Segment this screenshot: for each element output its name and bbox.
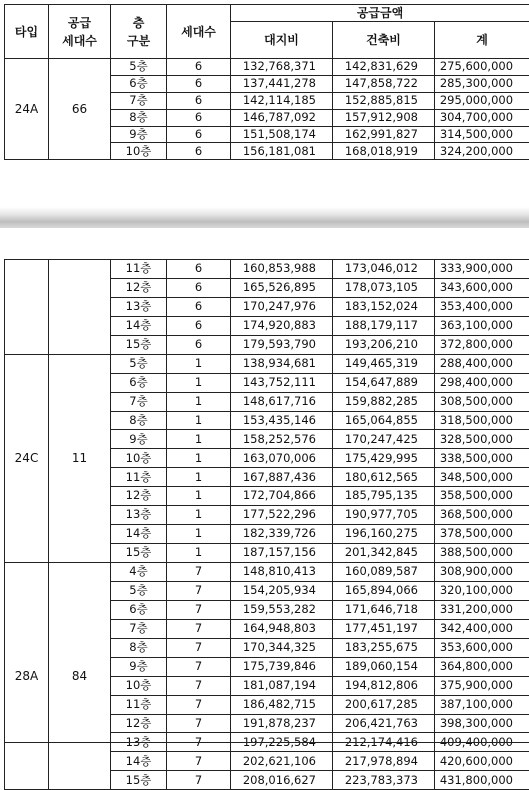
cell-floor: 15층 [111, 771, 167, 790]
cell-total: 348,500,000 [435, 468, 529, 487]
cell-land: 177,522,296 [231, 506, 333, 525]
cell-land: 175,739,846 [231, 657, 333, 676]
cell-building: 183,152,024 [333, 297, 435, 316]
header-type: 타입 [5, 5, 49, 59]
cell-total: 318,500,000 [435, 411, 529, 430]
cell-floor: 7층 [111, 392, 167, 411]
cell-floor: 15층 [111, 544, 167, 563]
cell-total: 388,500,000 [435, 544, 529, 563]
cell-floor: 10층 [111, 449, 167, 468]
cell-land: 153,435,146 [231, 411, 333, 430]
cell-total: 333,900,000 [435, 260, 529, 279]
cell-total: 320,100,000 [435, 581, 529, 600]
cell-total: 314,500,000 [435, 126, 529, 143]
cell-units: 6 [167, 126, 231, 143]
cell-supply-units [49, 260, 111, 355]
cell-units: 6 [167, 278, 231, 297]
cell-land: 179,593,790 [231, 335, 333, 354]
cell-land: 197,225,584 [231, 733, 333, 752]
cell-supply-units: 84 [49, 563, 111, 790]
cell-total: 387,100,000 [435, 695, 529, 714]
cell-land: 154,205,934 [231, 581, 333, 600]
cell-building: 223,783,373 [333, 771, 435, 790]
cell-floor: 10층 [111, 143, 167, 160]
cell-units: 6 [167, 109, 231, 126]
cell-units: 1 [167, 449, 231, 468]
table-row [5, 563, 529, 582]
cell-units: 1 [167, 373, 231, 392]
cell-units: 7 [167, 695, 231, 714]
cell-total: 324,200,000 [435, 143, 529, 160]
cell-units: 1 [167, 411, 231, 430]
cell-building: 180,612,565 [333, 468, 435, 487]
cell-units: 7 [167, 752, 231, 771]
cell-total: 343,600,000 [435, 278, 529, 297]
cell-land: 160,853,988 [231, 260, 333, 279]
cell-total: 431,800,000 [435, 771, 529, 790]
cell-land: 164,948,803 [231, 619, 333, 638]
cell-floor: 6층 [111, 75, 167, 92]
cell-total: 363,100,000 [435, 316, 529, 335]
cell-total: 358,500,000 [435, 487, 529, 506]
cell-building: 189,060,154 [333, 657, 435, 676]
cell-floor: 6층 [111, 600, 167, 619]
cell-floor: 13층 [111, 506, 167, 525]
cell-floor: 14층 [111, 525, 167, 544]
price-table-bottom [4, 259, 529, 790]
cell-units: 7 [167, 619, 231, 638]
cell-units: 7 [167, 581, 231, 600]
cell-units: 1 [167, 544, 231, 563]
header-supply-amount: 공급금액 [231, 5, 529, 22]
cell-units: 7 [167, 638, 231, 657]
header-supply-units: 공급 세대수 [49, 5, 111, 59]
cell-units: 6 [167, 297, 231, 316]
cell-floor: 13층 [111, 733, 167, 752]
cell-land: 174,920,883 [231, 316, 333, 335]
cell-units: 6 [167, 92, 231, 109]
table-continuation-line [4, 742, 529, 748]
cell-land: 148,617,716 [231, 392, 333, 411]
cell-type: 28A [5, 563, 49, 790]
header-total: 계 [435, 22, 529, 59]
cell-land: 172,704,866 [231, 487, 333, 506]
cell-total: 372,800,000 [435, 335, 529, 354]
cell-building: 165,894,066 [333, 581, 435, 600]
cell-total: 409,400,000 [435, 733, 529, 752]
header-building: 건축비 [333, 22, 435, 59]
cell-building: 170,247,425 [333, 430, 435, 449]
cell-total: 420,600,000 [435, 752, 529, 771]
cell-total: 364,800,000 [435, 657, 529, 676]
cell-floor: 13층 [111, 297, 167, 316]
cell-building: 196,160,275 [333, 525, 435, 544]
cell-building: 168,018,919 [333, 143, 435, 160]
cell-units: 6 [167, 143, 231, 160]
cell-units: 7 [167, 657, 231, 676]
table-row [5, 260, 529, 279]
cell-floor: 8층 [111, 411, 167, 430]
cell-floor: 5층 [111, 59, 167, 76]
cell-units: 1 [167, 354, 231, 373]
cell-units: 7 [167, 676, 231, 695]
cell-building: 173,046,012 [333, 260, 435, 279]
cell-total: 285,300,000 [435, 75, 529, 92]
cell-land: 208,016,627 [231, 771, 333, 790]
cell-land: 181,087,194 [231, 676, 333, 695]
cell-building: 190,977,705 [333, 506, 435, 525]
cell-total: 353,400,000 [435, 297, 529, 316]
cell-land: 156,181,081 [231, 143, 333, 160]
cell-units: 7 [167, 771, 231, 790]
cell-land: 142,114,185 [231, 92, 333, 109]
cell-land: 186,482,715 [231, 695, 333, 714]
price-table-top [4, 4, 529, 160]
cell-floor: 9층 [111, 430, 167, 449]
cell-building: 162,991,827 [333, 126, 435, 143]
cell-building: 188,179,117 [333, 316, 435, 335]
cell-units: 6 [167, 75, 231, 92]
cell-total: 304,700,000 [435, 109, 529, 126]
cell-land: 182,339,726 [231, 525, 333, 544]
cell-building: 154,647,889 [333, 373, 435, 392]
cell-building: 201,342,845 [333, 544, 435, 563]
cell-building: 200,617,285 [333, 695, 435, 714]
header-units: 세대수 [167, 5, 231, 59]
cell-units: 7 [167, 733, 231, 752]
header-floor-group: 층 구분 [111, 5, 167, 59]
cell-units: 1 [167, 487, 231, 506]
cell-building: 171,646,718 [333, 600, 435, 619]
cell-type: 24A [5, 59, 49, 160]
table-body-top [5, 59, 529, 160]
cell-land: 170,247,976 [231, 297, 333, 316]
cell-total: 353,600,000 [435, 638, 529, 657]
cell-type [5, 260, 49, 355]
header-land: 대지비 [231, 22, 333, 59]
cell-building: 193,206,210 [333, 335, 435, 354]
cell-total: 328,500,000 [435, 430, 529, 449]
cell-building: 159,882,285 [333, 392, 435, 411]
cell-total: 275,600,000 [435, 59, 529, 76]
cell-land: 148,810,413 [231, 563, 333, 582]
cell-total: 295,000,000 [435, 92, 529, 109]
cell-units: 6 [167, 335, 231, 354]
cell-supply-units: 11 [49, 354, 111, 562]
cell-units: 6 [167, 260, 231, 279]
cell-floor: 14층 [111, 752, 167, 771]
cell-units: 1 [167, 506, 231, 525]
cell-land: 165,526,895 [231, 278, 333, 297]
cell-floor: 7층 [111, 92, 167, 109]
cell-floor: 12층 [111, 278, 167, 297]
cell-land: 138,934,681 [231, 354, 333, 373]
cell-building: 160,089,587 [333, 563, 435, 582]
cell-building: 165,064,855 [333, 411, 435, 430]
cell-floor: 9층 [111, 126, 167, 143]
cell-floor: 5층 [111, 581, 167, 600]
cell-units: 6 [167, 316, 231, 335]
cell-floor: 5층 [111, 354, 167, 373]
cell-building: 183,255,675 [333, 638, 435, 657]
cell-building: 212,174,416 [333, 733, 435, 752]
cell-building: 194,812,806 [333, 676, 435, 695]
cell-units: 7 [167, 563, 231, 582]
cell-total: 338,500,000 [435, 449, 529, 468]
cell-supply-units: 66 [49, 59, 111, 160]
cell-units: 7 [167, 600, 231, 619]
cell-building: 217,978,894 [333, 752, 435, 771]
cell-total: 308,900,000 [435, 563, 529, 582]
cell-floor: 11층 [111, 695, 167, 714]
cell-building: 142,831,629 [333, 59, 435, 76]
cell-building: 206,421,763 [333, 714, 435, 733]
cell-land: 143,752,111 [231, 373, 333, 392]
cell-units: 1 [167, 525, 231, 544]
cell-floor: 9층 [111, 657, 167, 676]
cell-floor: 14층 [111, 316, 167, 335]
cell-land: 159,553,282 [231, 600, 333, 619]
cell-total: 375,900,000 [435, 676, 529, 695]
cell-floor: 7층 [111, 619, 167, 638]
cell-floor: 6층 [111, 373, 167, 392]
cell-building: 185,795,135 [333, 487, 435, 506]
cell-units: 6 [167, 59, 231, 76]
cell-building: 152,885,815 [333, 92, 435, 109]
cell-floor: 8층 [111, 638, 167, 657]
cell-floor: 11층 [111, 260, 167, 279]
cell-total: 288,400,000 [435, 354, 529, 373]
cell-floor: 4층 [111, 563, 167, 582]
cell-units: 7 [167, 714, 231, 733]
cell-land: 158,252,576 [231, 430, 333, 449]
cell-floor: 11층 [111, 468, 167, 487]
cell-type: 24C [5, 354, 49, 562]
table-row [5, 59, 529, 76]
cell-land: 202,621,106 [231, 752, 333, 771]
cell-total: 398,300,000 [435, 714, 529, 733]
cell-land: 151,508,174 [231, 126, 333, 143]
cell-building: 178,073,105 [333, 278, 435, 297]
cell-total: 342,400,000 [435, 619, 529, 638]
table-row [5, 354, 529, 373]
cell-building: 157,912,908 [333, 109, 435, 126]
cell-land: 163,070,006 [231, 449, 333, 468]
cell-floor: 12층 [111, 714, 167, 733]
cell-units: 1 [167, 468, 231, 487]
cell-building: 149,465,319 [333, 354, 435, 373]
cell-total: 368,500,000 [435, 506, 529, 525]
cell-land: 187,157,156 [231, 544, 333, 563]
cell-building: 175,429,995 [333, 449, 435, 468]
cell-floor: 10층 [111, 676, 167, 695]
cell-land: 170,344,325 [231, 638, 333, 657]
cell-total: 298,400,000 [435, 373, 529, 392]
table-body-bottom [5, 260, 529, 790]
cell-land: 132,768,371 [231, 59, 333, 76]
cell-total: 378,500,000 [435, 525, 529, 544]
cell-floor: 8층 [111, 109, 167, 126]
cell-land: 146,787,092 [231, 109, 333, 126]
cell-floor: 15층 [111, 335, 167, 354]
cell-total: 331,200,000 [435, 600, 529, 619]
cell-floor: 12층 [111, 487, 167, 506]
cell-units: 1 [167, 392, 231, 411]
cell-building: 147,858,722 [333, 75, 435, 92]
cell-land: 137,441,278 [231, 75, 333, 92]
cell-units: 1 [167, 430, 231, 449]
cell-total: 308,500,000 [435, 392, 529, 411]
page-break-band [0, 207, 529, 228]
cell-building: 177,451,197 [333, 619, 435, 638]
cell-land: 167,887,436 [231, 468, 333, 487]
cell-land: 191,878,237 [231, 714, 333, 733]
